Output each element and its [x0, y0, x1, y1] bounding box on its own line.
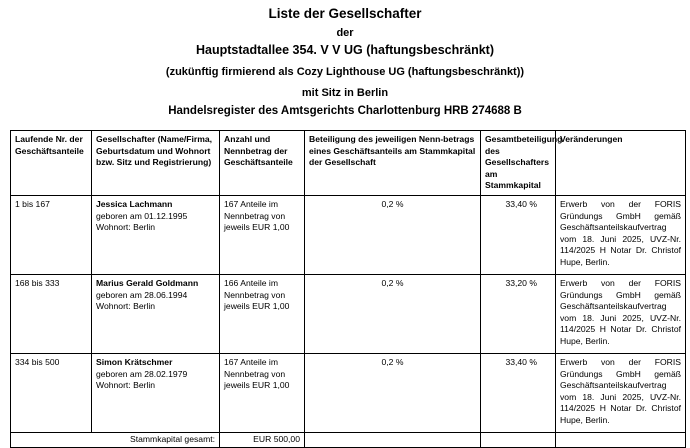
share-percentage-cell: 0,2 %: [305, 274, 481, 353]
table-footer-row: [11, 432, 686, 447]
column-header-share-percentage: Beteiligung des jeweiligen Nenn-betrags eines Geschäftsanteils am Stammkapital der Gesellschaft: [305, 131, 481, 196]
shareholder-cell: [92, 195, 220, 274]
shareholder-cell: [92, 353, 220, 432]
table-row: [11, 274, 686, 353]
changes-cell: Erwerb von der FORIS Gründungs GmbH gemäß Geschäftsanteilskaufvertrag vom 18. Juni 2025, UVZ-Nr. 114/2025 H Notar Dr. Christof Hupe, Berlin.: [556, 274, 686, 353]
title-connector: der: [336, 27, 354, 39]
share-range-cell: 334 bis 500: [11, 353, 92, 432]
column-header-shareholder: Gesellschafter (Name/Firma, Geburtsdatum und Wohnort bzw. Sitz und Registrierung): [92, 131, 220, 196]
document-title: Liste der Gesellschafter: [268, 6, 422, 21]
share-percentage-cell: 0,2 %: [305, 353, 481, 432]
shareholder-birthdate: geboren am 28.02.1979: [96, 368, 188, 379]
shareholder-name: Simon Krätschmer: [96, 356, 173, 367]
column-header-changes: Veränderungen: [556, 131, 686, 196]
share-percentage-cell: 0,2 %: [305, 195, 481, 274]
shareholder-name: Marius Gerald Goldmann: [96, 277, 199, 288]
shareholder-cell: [92, 274, 220, 353]
register-entry: Handelsregister des Amtsgerichts Charlottenburg HRB 274688 B: [168, 105, 522, 117]
shareholder-residence: Wohnort: Berlin: [96, 380, 156, 391]
total-capital-value: EUR 500,00: [220, 432, 305, 447]
total-percentage-cell: 33,20 %: [481, 274, 556, 353]
shares-cell: 167 Anteile im Nennbetrag von jeweils EUR 1,00: [220, 195, 305, 274]
company-name: Hauptstadtallee 354. V V UG (haftungsbeschränkt): [196, 43, 494, 57]
column-header-share-range: Laufende Nr. der Geschäftsanteile: [11, 131, 92, 196]
total-percentage-cell: 33,40 %: [481, 195, 556, 274]
column-header-shares: Anzahl und Nennbetrag der Geschäftsanteile: [220, 131, 305, 196]
shareholder-name: Jessica Lachmann: [96, 198, 173, 209]
shareholder-table: [10, 130, 686, 448]
company-seat: mit Sitz in Berlin: [301, 87, 389, 99]
future-company-name: (zukünftig firmierend als Cozy Lighthouse UG (haftungsbeschränkt)): [165, 66, 525, 78]
footer-empty-cell: [305, 432, 481, 447]
shareholder-residence: Wohnort: Berlin: [96, 301, 156, 312]
total-capital-label: Stammkapital gesamt:: [11, 432, 220, 447]
shares-cell: 167 Anteile im Nennbetrag von jeweils EUR 1,00: [220, 353, 305, 432]
table-header-row: [11, 131, 686, 196]
footer-empty-cell: [481, 432, 556, 447]
changes-cell: Erwerb von der FORIS Gründungs GmbH gemäß Geschäftsanteilskaufvertrag vom 18. Juni 2025, UVZ-Nr. 114/2025 H Notar Dr. Christof Hupe, Berlin.: [556, 195, 686, 274]
changes-cell: Erwerb von der FORIS Gründungs GmbH gemäß Geschäftsanteilskaufvertrag vom 18. Juni 2025, UVZ-Nr. 114/2025 H Notar Dr. Christof Hupe, Berlin.: [556, 353, 686, 432]
column-header-total-percentage: Gesamtbeteiligung des Gesellschafters am Stammkapital: [481, 131, 556, 196]
table-row: [11, 353, 686, 432]
footer-empty-cell: [556, 432, 686, 447]
shares-cell: 166 Anteile im Nennbetrag von jeweils EUR 1,00: [220, 274, 305, 353]
total-percentage-cell: 33,40 %: [481, 353, 556, 432]
share-range-cell: 1 bis 167: [11, 195, 92, 274]
share-range-cell: 168 bis 333: [11, 274, 92, 353]
shareholder-residence: Wohnort: Berlin: [96, 222, 156, 233]
shareholder-birthdate: geboren am 28.06.1994: [96, 289, 188, 300]
shareholder-birthdate: geboren am 01.12.1995: [96, 210, 188, 221]
table-row: [11, 195, 686, 274]
